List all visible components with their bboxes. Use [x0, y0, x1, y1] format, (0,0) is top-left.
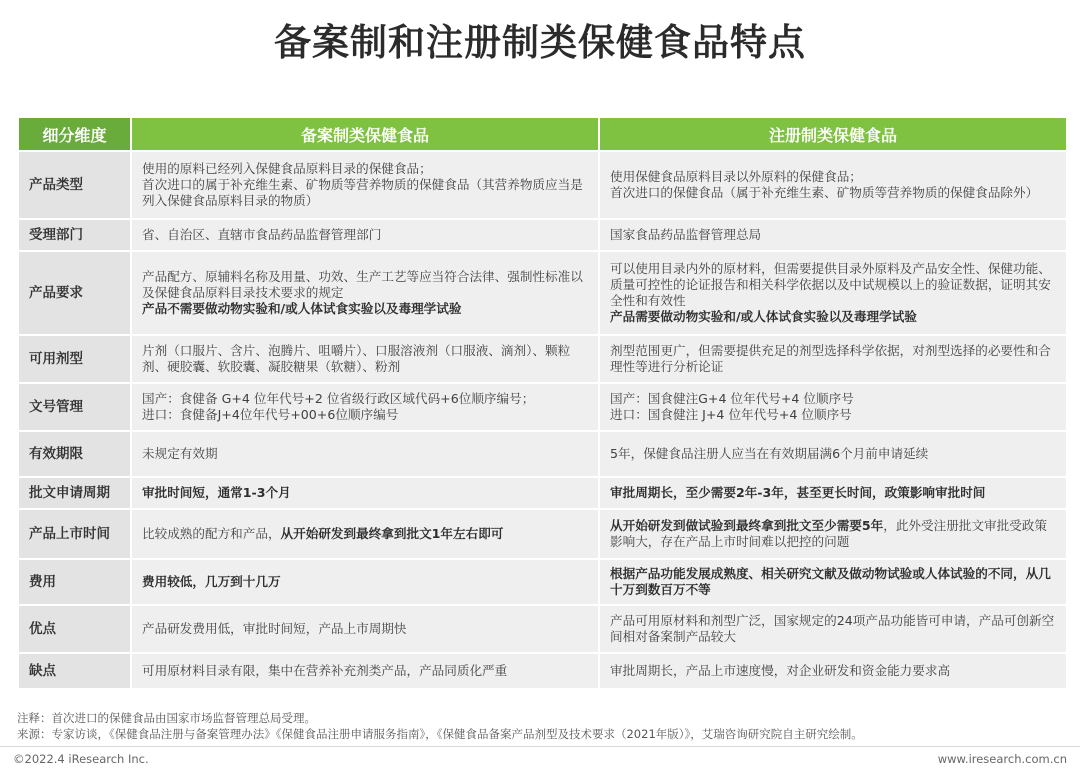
cell-registration: [600, 252, 1066, 334]
cell-text-bold: 产品需要做动物实验和/或人体试食实验以及毒理学试验: [610, 309, 917, 324]
cell-line: [142, 446, 588, 462]
cell-line: [142, 485, 588, 501]
row-dimension: 受理部门: [19, 220, 130, 250]
cell-line: [610, 343, 1056, 375]
cell-line: [610, 518, 1056, 550]
cell-filing: [132, 252, 598, 334]
cell-text-bold: 产品不需要做动物实验和/或人体试食实验以及毒理学试验: [142, 301, 462, 316]
cell-line: [142, 161, 588, 177]
cell-text: 省、自治区、直辖市食品药品监督管理部门: [142, 227, 382, 242]
table-row: [19, 336, 1066, 382]
cell-text-bold: 审批时间短，通常1-3个月: [142, 485, 291, 500]
cell-text: 国家食品药品监督管理总局: [610, 227, 762, 242]
cell-text: 进口：食健备J+4位年代号+00+6位顺序编号: [142, 407, 399, 422]
cell-text-bold: 从开始研发到做试验到最终拿到批文至少需要5年: [610, 518, 884, 533]
cell-text: 使用的原料已经列入保健食品原料目录的保健食品；: [142, 161, 432, 176]
cell-text: 首次进口的保健食品（属于补充维生素、矿物质等营养物质的保健食品除外）: [610, 185, 1039, 200]
cell-filing: [132, 152, 598, 218]
table-row: [19, 606, 1066, 652]
notes-block: [17, 710, 1067, 742]
cell-text: 可以使用目录内外的原材料，但需要提供目录外原料及产品安全性、保健功能、质量可控性的论证报告和相关科学依据以及中试规模以上的验证数据，证明其安全性和有效性: [610, 261, 1051, 308]
row-dimension: 批文申请周期: [19, 478, 130, 508]
footer-website: www.iresearch.com.cn: [937, 752, 1067, 766]
cell-line: [142, 301, 588, 317]
cell-line: [610, 261, 1056, 309]
cell-line: [142, 227, 588, 243]
cell-filing: [132, 432, 598, 476]
table-row: [19, 152, 1066, 218]
cell-registration: [600, 220, 1066, 250]
cell-text: ，此外受注册批文审批受政策影响大，存在产品上市时间难以把控的问题: [610, 518, 1047, 549]
table-row: [19, 384, 1066, 430]
cell-text-bold: 费用较低，几万到十几万: [142, 574, 281, 589]
page-title: 备案制和注册制类保健食品特点: [274, 21, 806, 64]
cell-text: 产品可用原材料和剂型广泛，国家规定的24项产品功能皆可申请，产品可创新空间相对备案制产品较大: [610, 613, 1055, 644]
cell-text: 片剂（口服片、含片、泡腾片、咀嚼片）、口服溶液剂（口服液、滴剂）、颗粒剂、硬胶囊、软胶囊、凝胶糖果（软糖）、粉剂: [142, 343, 571, 374]
cell-registration: [600, 152, 1066, 218]
cell-text: 可用原材料目录有限，集中在营养补充剂类产品，产品同质化严重: [142, 663, 508, 678]
cell-text: 5年，保健食品注册人应当在有效期届满6个月前申请延续: [610, 446, 929, 461]
cell-line: [142, 269, 588, 301]
source-text: 来源：专家访谈，《保健食品注册与备案管理办法》《保健食品注册申请服务指南》，《保健食品备案产品剂型及技术要求（2021年版）》，艾瑞咨询研究院自主研究绘制。: [17, 727, 863, 741]
cell-text: 剂型范围更广，但需要提供充足的剂型选择科学依据，对剂型选择的必要性和合理性等进行分析论证: [610, 343, 1051, 374]
cell-registration: [600, 510, 1066, 558]
cell-registration: [600, 432, 1066, 476]
cell-filing: [132, 510, 598, 558]
cell-registration: [600, 336, 1066, 382]
table-row: [19, 432, 1066, 476]
header-registration-system: 注册制类保健食品: [600, 118, 1066, 150]
cell-filing: [132, 336, 598, 382]
cell-line: [610, 309, 1056, 325]
cell-text: 比较成熟的配方和产品，: [142, 526, 281, 541]
cell-registration: [600, 478, 1066, 508]
cell-line: [142, 663, 588, 679]
cell-registration: [600, 560, 1066, 604]
row-dimension: 产品要求: [19, 252, 130, 334]
cell-line: [610, 566, 1056, 598]
cell-line: [610, 446, 1056, 462]
row-dimension: 缺点: [19, 654, 130, 688]
cell-text: 审批周期长，产品上市速度慢，对企业研发和资金能力要求高: [610, 663, 951, 678]
cell-line: [610, 485, 1056, 501]
table-row: [19, 654, 1066, 688]
cell-line: [610, 613, 1056, 645]
cell-text: 产品研发费用低，审批时间短，产品上市周期快: [142, 621, 407, 636]
row-dimension: 优点: [19, 606, 130, 652]
footer-copyright: ©2022.4 iResearch Inc.: [13, 752, 149, 766]
cell-line: [142, 391, 588, 407]
cell-registration: [600, 384, 1066, 430]
cell-filing: [132, 478, 598, 508]
cell-filing: [132, 654, 598, 688]
cell-line: [142, 177, 588, 209]
table-row: [19, 220, 1066, 250]
cell-text: 国产：食健备 G+4 位年代号+2 位省级行政区域代码+6位顺序编号；: [142, 391, 535, 406]
cell-text: 未规定有效期: [142, 446, 218, 461]
cell-text: 国产：国食健注G+4 位年代号+4 位顺序号: [610, 391, 854, 406]
cell-text: 首次进口的属于补充维生素、矿物质等营养物质的保健食品（其营养物质应当是列入保健食品原料目录的物质）: [142, 177, 583, 208]
row-dimension: 可用剂型: [19, 336, 130, 382]
cell-line: [610, 407, 1056, 423]
comparison-table: [17, 116, 1068, 690]
cell-registration: [600, 654, 1066, 688]
cell-line: [142, 526, 588, 542]
row-dimension: 有效期限: [19, 432, 130, 476]
table-row: [19, 510, 1066, 558]
cell-registration: [600, 606, 1066, 652]
table-row: [19, 478, 1066, 508]
cell-text-bold: 审批周期长，至少需要2年-3年，甚至更长时间，政策影响审批时间: [610, 485, 986, 500]
row-dimension: 费用: [19, 560, 130, 604]
cell-filing: [132, 384, 598, 430]
row-dimension: 产品上市时间: [19, 510, 130, 558]
cell-text-bold: 根据产品功能发展成熟度、相关研究文献及做动物试验或人体试验的不同，从几十万到数百万不等: [610, 566, 1051, 597]
table-row: [19, 560, 1066, 604]
note-text: 注释：首次进口的保健食品由国家市场监督管理总局受理。: [17, 711, 316, 725]
cell-text: 使用保健食品原料目录以外原料的保健食品；: [610, 169, 862, 184]
footer-divider: [0, 746, 1080, 747]
cell-line: [610, 663, 1056, 679]
cell-text: 进口：国食健注 J+4 位年代号+4 位顺序号: [610, 407, 852, 422]
header-dimension: 细分维度: [19, 118, 130, 150]
cell-line: [142, 574, 588, 590]
cell-filing: [132, 220, 598, 250]
header-filing-system: 备案制类保健食品: [132, 118, 598, 150]
cell-text-bold: 从开始研发到最终拿到批文1年左右即可: [280, 526, 504, 541]
cell-filing: [132, 606, 598, 652]
table-row: [19, 252, 1066, 334]
cell-line: [610, 391, 1056, 407]
cell-line: [142, 407, 588, 423]
cell-filing: [132, 560, 598, 604]
cell-line: [142, 621, 588, 637]
cell-line: [142, 343, 588, 375]
table-header-row: [19, 118, 1066, 150]
cell-line: [610, 185, 1056, 201]
cell-line: [610, 227, 1056, 243]
row-dimension: 产品类型: [19, 152, 130, 218]
cell-line: [610, 169, 1056, 185]
cell-text: 产品配方、原辅料名称及用量、功效、生产工艺等应当符合法律、强制性标准以及保健食品原料目录技术要求的规定: [142, 269, 583, 300]
row-dimension: 文号管理: [19, 384, 130, 430]
